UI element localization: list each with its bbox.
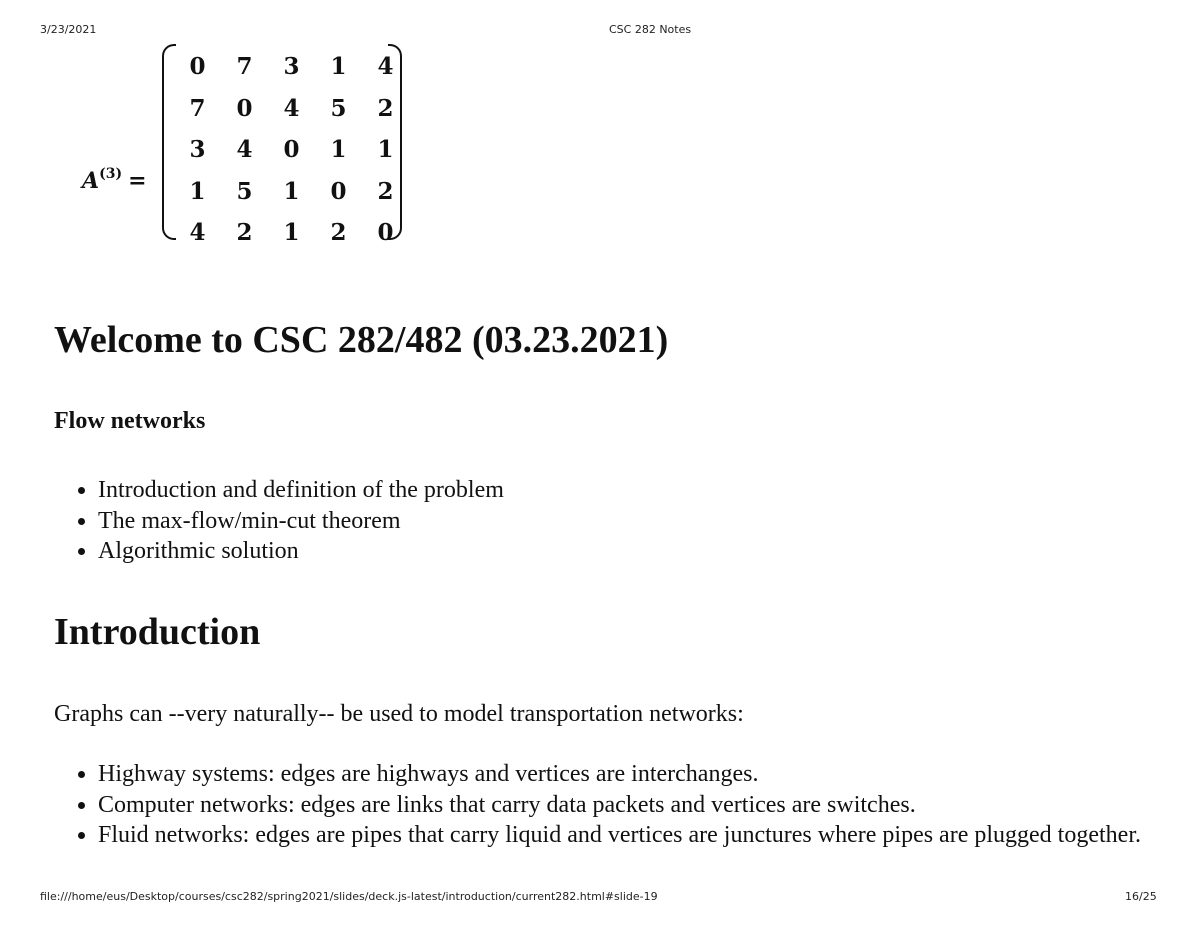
- matrix-cell: 0: [189, 53, 206, 81]
- matrix-cell: 1: [377, 136, 394, 164]
- matrix-cell: 1: [283, 219, 300, 247]
- matrix-cell: 2: [330, 219, 347, 247]
- distance-matrix: [78, 44, 418, 247]
- matrix-symbol: A: [82, 168, 100, 194]
- matrix-cell: 4: [377, 53, 394, 81]
- print-date: 3/23/2021: [40, 23, 97, 36]
- matrix-cell: 0: [236, 94, 253, 122]
- list-item: • Introduction and definition of the problem: [98, 475, 504, 506]
- matrix-label: [82, 166, 147, 194]
- matrix-equals: =: [128, 168, 147, 194]
- print-url: file:///home/eus/Desktop/courses/csc282/spring2021/slides/deck.js-latest/introduction/current282.html#slide-19: [40, 890, 658, 903]
- matrix-cell: 2: [377, 94, 394, 122]
- matrix-cell: 1: [283, 177, 300, 205]
- list-item: • Highway systems: edges are highways and vertices are interchanges.: [98, 759, 1158, 790]
- matrix-cell: 1: [330, 136, 347, 164]
- introduction-heading: Introduction: [54, 611, 261, 653]
- matrix-cell: 0: [283, 136, 300, 164]
- matrix-cell: 1: [189, 177, 206, 205]
- matrix-cell: 3: [189, 136, 206, 164]
- flow-networks-subheading: Flow networks: [54, 408, 206, 434]
- matrix-cell: 5: [236, 177, 253, 205]
- list-item: • Fluid networks: edges are pipes that carry liquid and vertices are junctures where pipes are plugged together.: [98, 820, 1158, 851]
- matrix-cell: 0: [330, 177, 347, 205]
- matrix-cell: 5: [330, 94, 347, 122]
- topics-list: [54, 475, 504, 567]
- matrix-cell: 7: [189, 94, 206, 122]
- welcome-heading: Welcome to CSC 282/482 (03.23.2021): [54, 319, 669, 361]
- matrix-cell: 2: [377, 177, 394, 205]
- right-parenthesis: [388, 44, 402, 240]
- list-item: • Algorithmic solution: [98, 536, 504, 567]
- matrix-cell: 4: [189, 219, 206, 247]
- matrix-cell: 4: [283, 94, 300, 122]
- matrix-cell: 2: [236, 219, 253, 247]
- list-item: • The max-flow/min-cut theorem: [98, 506, 504, 537]
- matrix-cell: 7: [236, 53, 253, 81]
- matrix-cell: 3: [283, 53, 300, 81]
- matrix-cell: 4: [236, 136, 253, 164]
- list-item: • Computer networks: edges are links that carry data packets and vertices are switches.: [98, 790, 1158, 821]
- examples-list: [54, 759, 1158, 851]
- matrix-cell: 1: [330, 53, 347, 81]
- print-title: CSC 282 Notes: [609, 23, 692, 36]
- matrix-grid: [174, 46, 409, 254]
- introduction-paragraph: Graphs can --very naturally-- be used to model transportation networks:: [54, 701, 744, 727]
- matrix-superscript: (3): [99, 166, 123, 182]
- page-number: 16/25: [1125, 890, 1157, 903]
- matrix-cell: 0: [377, 219, 394, 247]
